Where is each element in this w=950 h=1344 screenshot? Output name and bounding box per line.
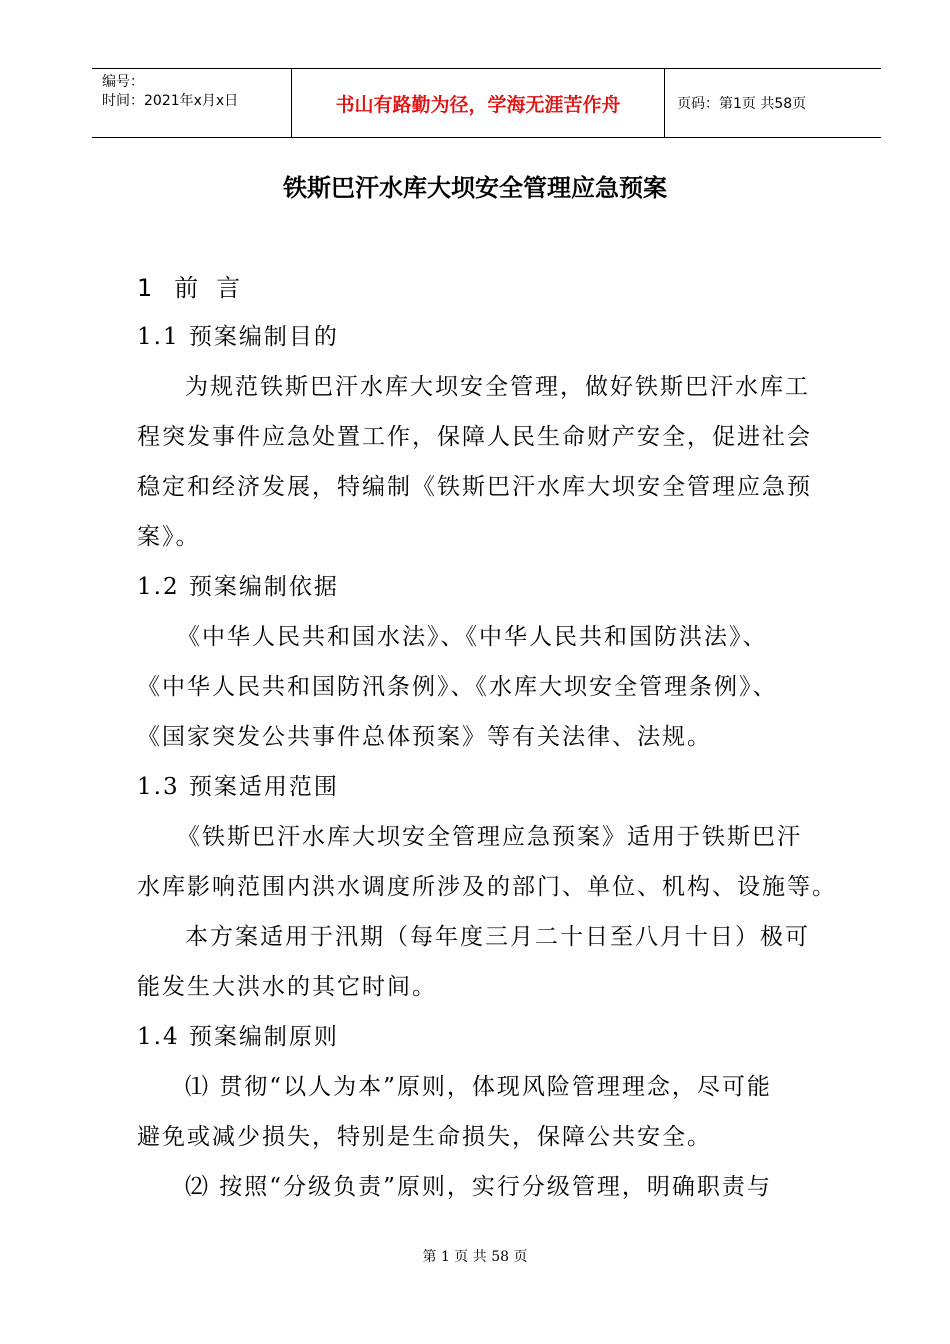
section-number: 1	[137, 274, 153, 302]
time-label: 时间：2021年x月x日	[102, 93, 239, 109]
paragraph-line: 程突发事件应急处置工作，保障人民生命财产安全，促进社会	[137, 424, 812, 450]
paragraph-line: 为规范铁斯巴汗水库大坝安全管理，做好铁斯巴汗水库工	[185, 374, 810, 400]
paragraph-line: 稳定和经济发展，特编制《铁斯巴汗水库大坝安全管理应急预	[137, 474, 812, 500]
document-title: 铁斯巴汗水库大坝安全管理应急预案	[283, 174, 667, 202]
subheading-1-2: 1.2 预案编制依据	[137, 574, 339, 600]
header-page-label: 页码：第1页 共58页	[677, 96, 807, 112]
header-meta	[92, 69, 292, 137]
paragraph-line: 《铁斯巴汗水库大坝安全管理应急预案》适用于铁斯巴汗	[177, 824, 802, 850]
paragraph-line: 《国家突发公共事件总体预案》等有关法律、法规。	[137, 724, 712, 750]
paragraph-line: ⑴ 贯彻“以人为本”原则，体现风险管理理念，尽可能	[185, 1074, 772, 1100]
paragraph-line: 水库影响范围内洪水调度所涉及的部门、单位、机构、设施等。	[137, 874, 837, 900]
header-motto: 书山有路勤为径，学海无涯苦作舟	[292, 69, 665, 137]
section-title: 前言	[174, 274, 259, 302]
section-heading	[137, 268, 258, 303]
page-footer: 第 1 页 共 58 页	[422, 1249, 528, 1265]
subheading-1-4: 1.4 预案编制原则	[137, 1024, 339, 1050]
header-table	[92, 68, 881, 138]
paragraph-line: 本方案适用于汛期（每年度三月二十日至八月十日）极可	[185, 924, 810, 950]
paragraph-line: 能发生大洪水的其它时间。	[137, 974, 437, 1000]
paragraph-line: 《中华人民共和国水法》、《中华人民共和国防洪法》、	[177, 624, 768, 650]
number-label: 编号：	[102, 74, 144, 90]
subheading-1-1: 1.1 预案编制目的	[137, 324, 339, 350]
paragraph-line: 案》。	[137, 524, 201, 550]
paragraph-line: 避免或减少损失，特别是生命损失，保障公共安全。	[137, 1124, 712, 1150]
paragraph-line: ⑵ 按照“分级负责”原则，实行分级管理，明确职责与	[185, 1174, 772, 1200]
subheading-1-3: 1.3 预案适用范围	[137, 774, 339, 800]
paragraph-line: 《中华人民共和国防汛条例》、《水库大坝安全管理条例》、	[137, 674, 778, 700]
